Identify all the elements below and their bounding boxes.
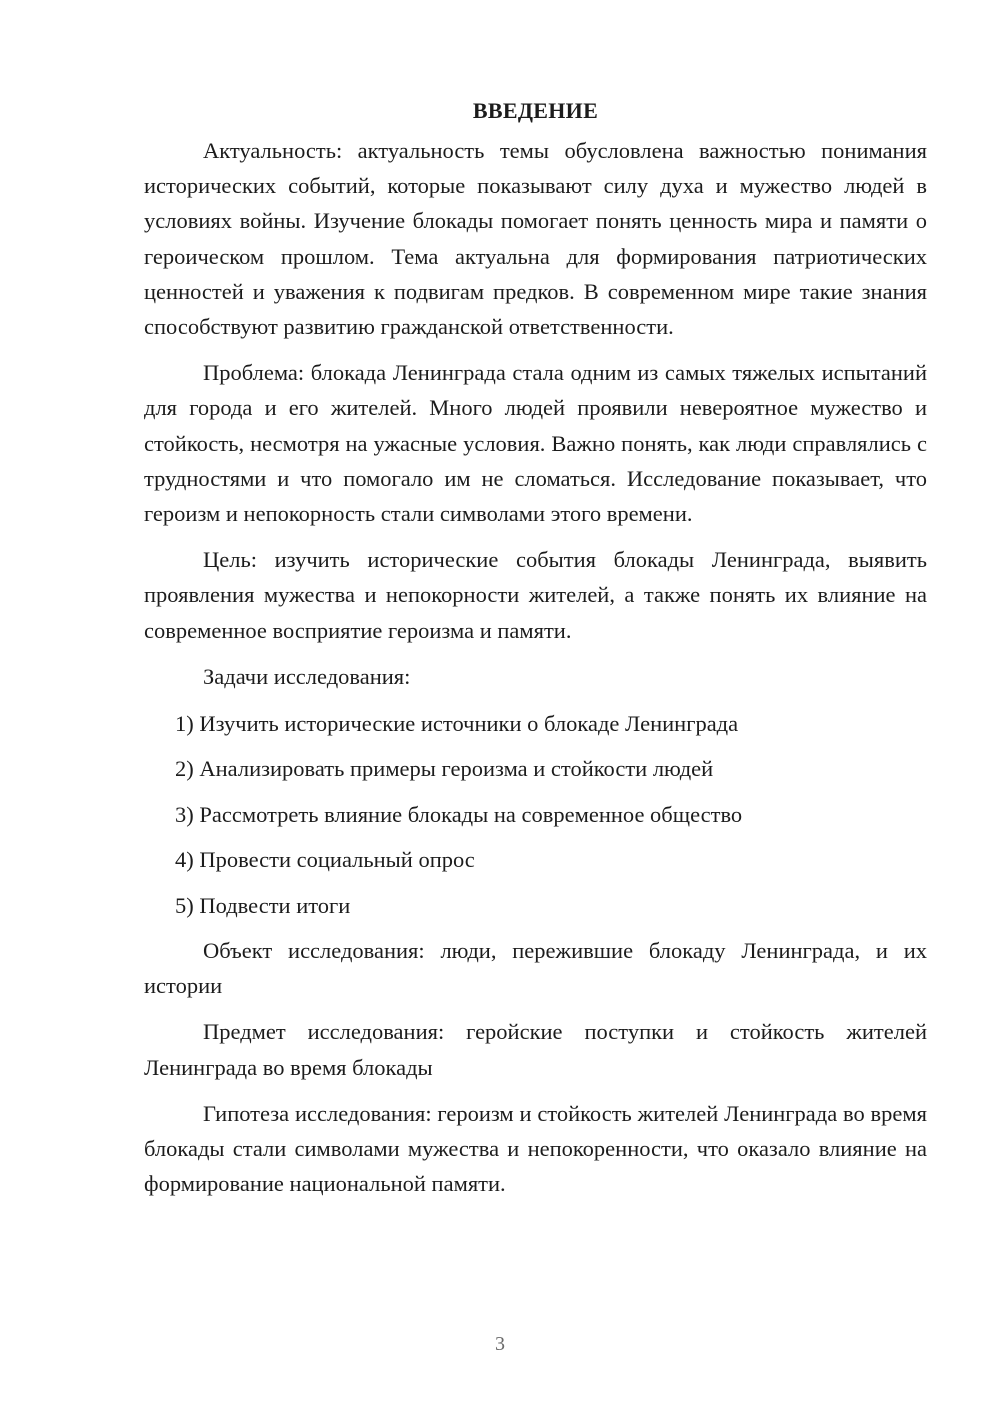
- paragraph-relevance: Актуальность: актуальность темы обусловлена важностью понимания исторических событий, которые показывают силу духа и мужество людей в условиях войны. Изучение блокады помогает понять ценность мира и памяти о героическом прошлом. Тема актуальна для формирования патриотических ценностей и уважения к подвигам предков. В современном мире такие знания способствуют развитию гражданской ответственности.: [144, 138, 927, 340]
- page-number: 3: [495, 1333, 505, 1355]
- paragraph-problem: Проблема: блокада Ленинграда стала одним из самых тяжелых испытаний для города и его жителей. Много людей проявили невероятное мужество и стойкость, несмотря на ужасные условия. Важно понять, как люди справлялись с трудностями и что помогало им не сломаться. Исследование показывает, что героизм и непокорность стали символами этого времени.: [144, 360, 927, 527]
- list-item: 3) Рассмотреть влияние блокады на современное общество: [175, 801, 743, 827]
- tasks-heading: Задачи исследования:: [203, 663, 411, 689]
- list-item: 1) Изучить исторические источники о блокаде Ленинграда: [175, 711, 739, 737]
- list-item: 2) Анализировать примеры героизма и стойкости людей: [175, 756, 714, 782]
- list-item: 4) Провести социальный опрос: [175, 847, 475, 873]
- tasks-list: [144, 706, 927, 923]
- paragraph-subject: Предмет исследования: геройские поступки и стойкость жителей Ленинграда во время блокады: [144, 1019, 927, 1080]
- list-item: 5) Подвести итоги: [175, 892, 351, 918]
- page-content: [144, 93, 927, 1212]
- paragraph-hypothesis: Гипотеза исследования: героизм и стойкость жителей Ленинграда во время блокады стали символами мужества и непокоренности, что оказало влияние на формирование национальной памяти.: [144, 1100, 927, 1197]
- paragraph-object: Объект исследования: люди, пережившие блокаду Ленинграда, и их истории: [144, 938, 927, 999]
- section-title: ВВЕДЕНИЕ: [472, 98, 599, 123]
- paragraph-goal: Цель: изучить исторические события блокады Ленинграда, выявить проявления мужества и непокорности жителей, а также понять их влияние на современное восприятие героизма и памяти.: [144, 547, 927, 643]
